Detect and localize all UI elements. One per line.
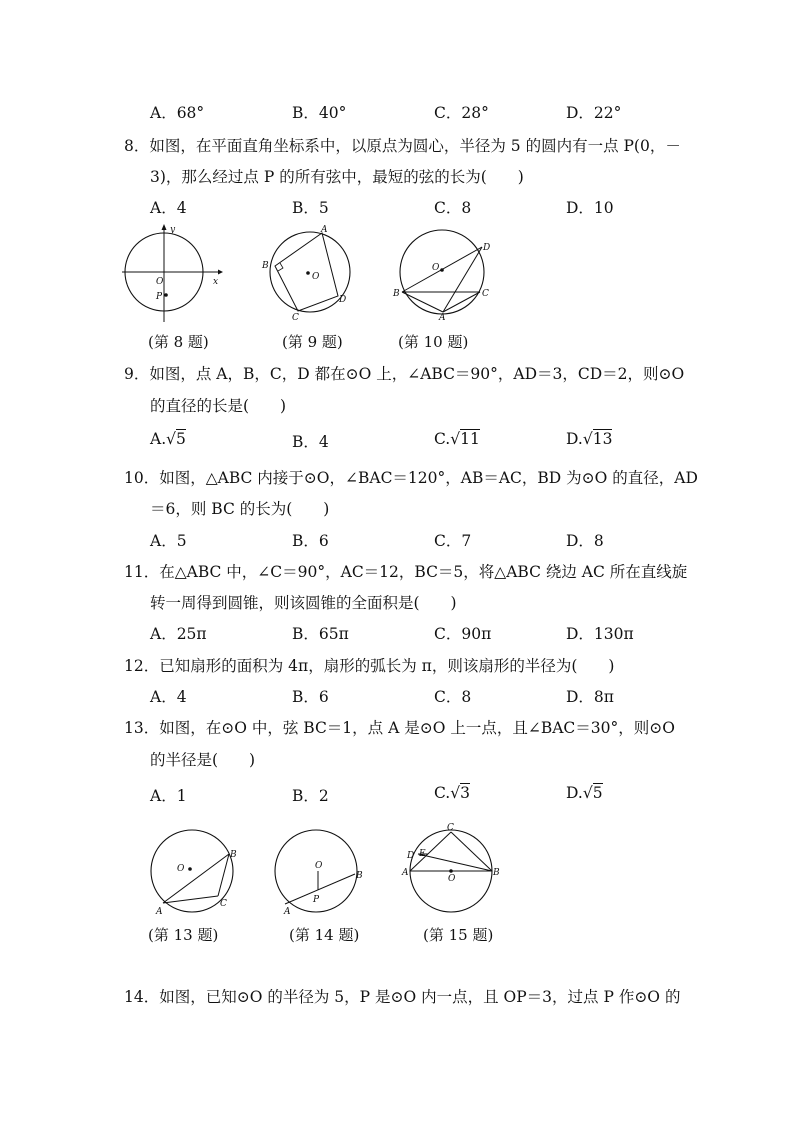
q7-options <box>150 101 650 123</box>
f14-label-b: B <box>356 871 363 881</box>
q11-stem-line1: 11．在△ABC 中，∠C＝90°，AC＝12，BC＝5，将△ABC 绕边 AC 所在直线旋 <box>124 563 688 581</box>
f13-label-b: B <box>230 850 237 860</box>
f15-label-b: B <box>493 868 500 878</box>
q12-option-c: C．8 <box>434 688 472 706</box>
f10-label-d: D <box>483 243 491 253</box>
figure-q15 <box>398 818 506 916</box>
q13-option-b: B．2 <box>292 787 329 805</box>
q11-option-d: D．130π <box>566 625 634 643</box>
f15-label-o: O <box>448 874 456 884</box>
f14-label-o: O <box>315 861 323 871</box>
f15-label-d: D <box>407 851 415 861</box>
f9-label-a: A <box>321 225 328 235</box>
f8-label-x: x <box>213 277 219 287</box>
q9-options <box>150 430 650 452</box>
q13-stem-line2: 的半径是( ) <box>150 751 256 769</box>
q10-option-a: A．5 <box>150 532 187 550</box>
figure-q10 <box>390 222 496 322</box>
f9-label-b: B <box>262 261 269 271</box>
q11-options <box>150 622 650 644</box>
f13-label-c: C <box>220 899 227 909</box>
f10-label-c: C <box>482 289 489 299</box>
q8-option-a: A．4 <box>150 199 187 217</box>
q8-option-c: C．8 <box>434 199 472 217</box>
q8-option-d: D．10 <box>566 199 614 217</box>
f8-label-y: y <box>170 225 176 235</box>
q8-option-b: B．5 <box>292 199 329 217</box>
q13-option-d: D.√5 <box>566 784 603 802</box>
q13-options <box>150 784 650 806</box>
q8-stem-line1: 8．如图，在平面直角坐标系中，以原点为圆心，半径为 5 的圆内有一点 P(0，－ <box>124 137 681 155</box>
q7-option-a: A．68° <box>150 104 205 122</box>
caption-q13: (第 13 题) <box>148 926 219 944</box>
q12-option-b: B．6 <box>292 688 329 706</box>
q13-option-c-prefix: C. <box>434 784 451 802</box>
q9-option-d: D.√13 <box>566 430 613 448</box>
f15-label-e: E <box>419 849 426 859</box>
f15-label-c: C <box>447 823 454 833</box>
q11-option-a: A．25π <box>150 625 207 643</box>
caption-q10: (第 10 题) <box>398 333 469 351</box>
q10-option-b: B．6 <box>292 532 329 550</box>
q9-option-c-prefix: C. <box>434 430 451 448</box>
q10-stem-line1: 10．如图，△ABC 内接于⊙O，∠BAC＝120°，AB＝AC，BD 为⊙O 的直径，AD <box>124 469 698 487</box>
caption-q14: (第 14 题) <box>289 926 360 944</box>
f8-label-p: P <box>156 292 163 302</box>
q9-option-b: B．4 <box>292 433 329 451</box>
figure-q9 <box>260 222 358 322</box>
caption-q8: (第 8 题) <box>148 333 209 351</box>
q13-option-a: A．1 <box>150 787 187 805</box>
q11-option-c: C．90π <box>434 625 492 643</box>
q13-option-d-radicand: 5 <box>592 784 603 802</box>
q7-option-c: C．28° <box>434 104 489 122</box>
q10-option-c: C．7 <box>434 532 472 550</box>
q13-stem-line1: 13．如图，在⊙O 中，弦 BC＝1，点 A 是⊙O 上一点，且∠BAC＝30°，则⊙O <box>124 719 675 737</box>
q9-option-c: C.√11 <box>434 430 480 448</box>
q12-stem-line1: 12．已知扇形的面积为 4π，扇形的弧长为 π，则该扇形的半径为( ) <box>124 657 615 675</box>
f10-label-a: A <box>439 313 446 322</box>
q11-stem-line2: 转一周得到圆锥，则该圆锥的全面积是( ) <box>150 594 457 612</box>
f8-label-o: O <box>156 277 164 287</box>
q10-options <box>150 529 650 551</box>
q8-stem-line2: 3)，那么经过点 P 的所有弦中，最短的弦的长为( ) <box>150 168 524 186</box>
q7-option-b: B．40° <box>292 104 347 122</box>
q13-option-d-prefix: D. <box>566 784 583 802</box>
q12-options <box>150 685 650 707</box>
q9-option-c-radicand: 11 <box>460 430 480 448</box>
f9-label-c: C <box>292 313 299 322</box>
q12-option-a: A．4 <box>150 688 187 706</box>
q9-option-d-radicand: 13 <box>592 430 613 448</box>
q11-option-b: B．65π <box>292 625 349 643</box>
f13-label-a: A <box>156 907 163 916</box>
f13-label-o: O <box>177 864 185 874</box>
q9-option-a-prefix: A. <box>150 430 167 448</box>
q12-option-d: D．8π <box>566 688 614 706</box>
q10-stem-line2: ＝6，则 BC 的长为( ) <box>150 500 330 518</box>
f9-label-d: D <box>339 295 347 305</box>
q9-option-d-prefix: D. <box>566 430 583 448</box>
f9-label-o: O <box>312 272 320 282</box>
caption-q9: (第 9 题) <box>282 333 343 351</box>
q7-option-d: D．22° <box>566 104 622 122</box>
q10-option-d: D．8 <box>566 532 604 550</box>
f14-label-a: A <box>284 907 291 916</box>
figure-q13 <box>146 824 246 916</box>
f14-label-p: P <box>313 895 320 905</box>
f10-label-o: O <box>432 263 440 273</box>
q9-option-a-radicand: 5 <box>176 430 186 448</box>
figure-q14 <box>270 824 370 916</box>
f10-label-b: B <box>393 289 400 299</box>
q8-options <box>150 196 650 218</box>
q13-option-c: C.√3 <box>434 784 470 802</box>
caption-q15: (第 15 题) <box>423 926 494 944</box>
q9-stem-line1: 9．如图，点 A，B，C，D 都在⊙O 上，∠ABC＝90°，AD＝3，CD＝2，则⊙O <box>124 365 685 383</box>
figure-q8 <box>118 222 224 324</box>
q9-stem-line2: 的直径的长是( ) <box>150 397 287 415</box>
q9-option-a: A.√5 <box>150 430 186 448</box>
f15-label-a: A <box>402 868 409 878</box>
q14-stem-line1: 14．如图，已知⊙O 的半径为 5，P 是⊙O 内一点，且 OP＝3，过点 P 作⊙O 的 <box>124 988 681 1006</box>
q13-option-c-radicand: 3 <box>460 784 470 802</box>
